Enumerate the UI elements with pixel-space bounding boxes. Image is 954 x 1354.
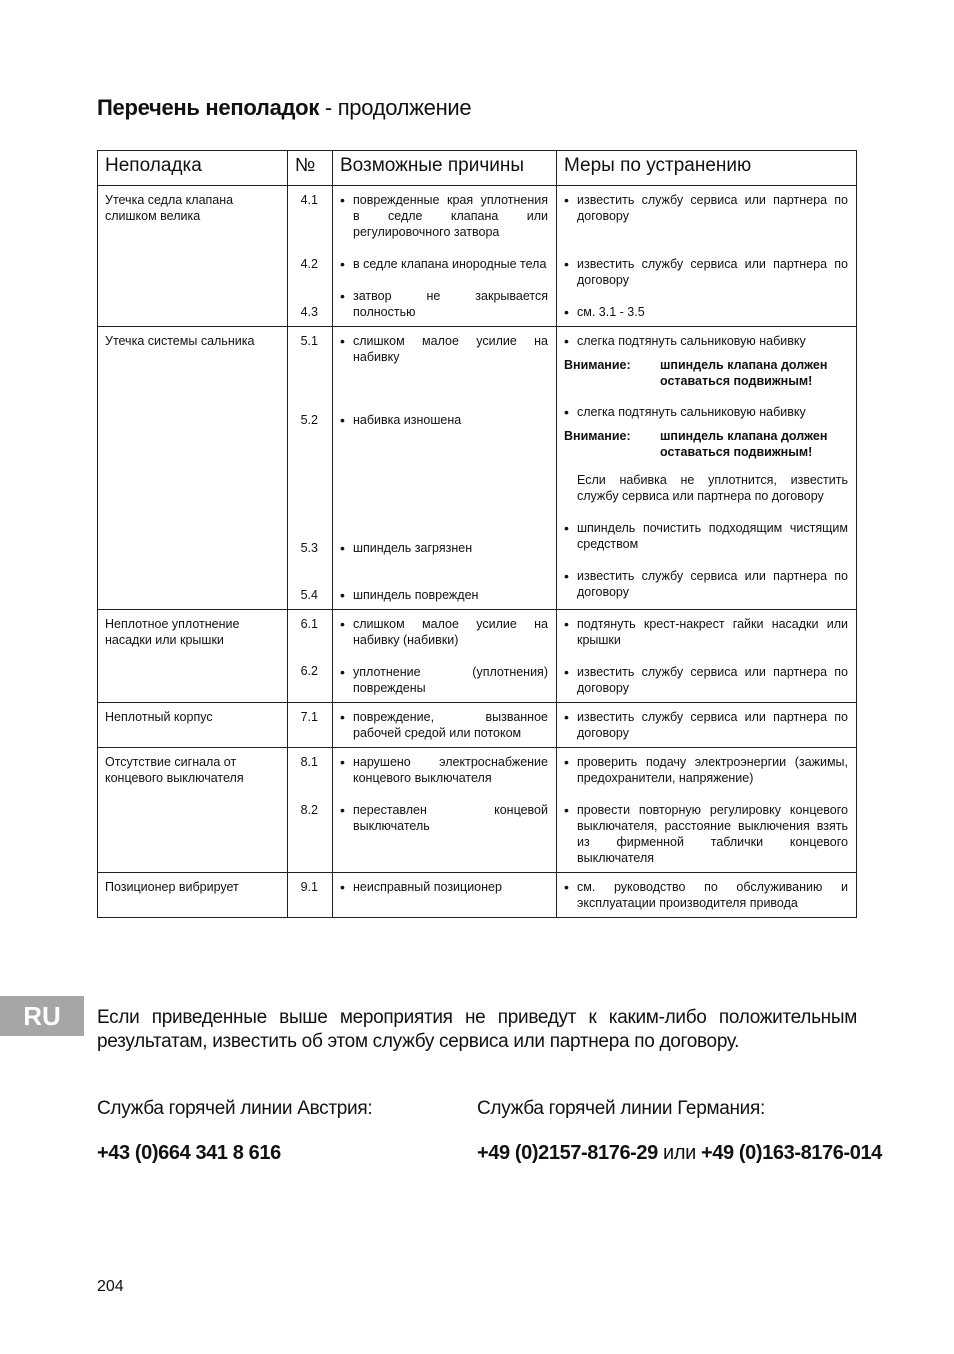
fault-cell: Отсутствие сигнала от концевого выключателя	[98, 748, 288, 873]
table-row	[98, 703, 857, 748]
title-bold: Перечень неполадок	[97, 95, 320, 120]
list-item: • известить службу сервиса или партнера по договору	[564, 192, 848, 224]
list-item: • слегка подтянуть сальниковую набивку	[564, 333, 848, 349]
language-badge: RU	[0, 996, 84, 1036]
hotline-austria-phone: +43 (0)664 341 8 616	[97, 1142, 281, 1164]
list-item: • известить службу сервиса или партнера по договору	[564, 709, 848, 741]
cause-cell	[333, 610, 557, 703]
list-item: • набивка изношена	[340, 412, 548, 428]
remedy-cell	[557, 186, 857, 327]
table-row	[98, 748, 857, 873]
header-number: №	[288, 151, 333, 186]
extra-note: Если набивка не уплотнится, известить службу сервиса или партнера по договору	[577, 473, 848, 503]
list-item: • подтянуть крест-накрест гайки насадки или крышки	[564, 616, 848, 648]
list-item: • шпиндель почистить подходящим чистящим средством	[564, 520, 848, 552]
list-item: • см. руководство по обслуживанию и эксплуатации производителя привода	[564, 879, 848, 911]
remedy-cell	[557, 327, 857, 610]
fault-cell: Неплотный корпус	[98, 703, 288, 748]
list-item: • затвор не закрывается полностью	[340, 288, 548, 320]
cause-cell	[333, 873, 557, 918]
page-title	[97, 95, 471, 121]
page-number: 204	[97, 1278, 124, 1295]
header-causes: Возможные причины	[333, 151, 557, 186]
header-remedies: Меры по устранению	[557, 151, 857, 186]
list-item: • уплотнение (уплотнения) повреждены	[340, 664, 548, 696]
table-row	[98, 610, 857, 703]
remedy-cell	[557, 703, 857, 748]
cause-cell	[333, 327, 557, 610]
number-cell: 4.1 4.2 4.3	[288, 186, 333, 327]
list-item: • проверить подачу электроэнергии (зажимы, предохранители, напряжение)	[564, 754, 848, 786]
table-row	[98, 327, 857, 610]
fault-cell: Утечка системы сальника	[98, 327, 288, 610]
hotline-germany-phones	[477, 1142, 882, 1165]
list-item: • известить службу сервиса или партнера по договору	[564, 664, 848, 696]
cause-cell	[333, 186, 557, 327]
fault-cell: Неплотное уплотнение насадки или крышки	[98, 610, 288, 703]
list-item: • поврежденные края уплотнения в седле клапана или регулировочного затвора	[340, 192, 548, 240]
warning-note: Внимание: шпиндель клапана должен оставаться подвижным!	[564, 358, 828, 388]
troubleshooting-table	[97, 150, 857, 918]
table-header-row	[98, 151, 857, 186]
number-cell: 5.1 5.2 5.3 5.4	[288, 327, 333, 610]
list-item: • шпиндель загрязнен	[340, 540, 548, 556]
list-item: • переставлен концевой выключатель	[340, 802, 548, 834]
number-cell: 6.1 6.2	[288, 610, 333, 703]
table-row	[98, 186, 857, 327]
cause-cell	[333, 703, 557, 748]
list-item: • слегка подтянуть сальниковую набивку	[564, 404, 848, 420]
title-rest: - продолжение	[319, 95, 472, 120]
number-cell: 7.1	[288, 703, 333, 748]
list-item: • неисправный позиционер	[340, 879, 548, 895]
list-item: • повреждение, вызванное рабочей средой или потоком	[340, 709, 548, 741]
number-cell: 8.1 8.2	[288, 748, 333, 873]
fault-cell: Утечка седла клапана слишком велика	[98, 186, 288, 327]
cause-cell	[333, 748, 557, 873]
list-item: • известить службу сервиса или партнера по договору	[564, 256, 848, 288]
hotline-germany-phone-1: +49 (0)2157-8176-29	[477, 1142, 658, 1164]
list-item: • слишком малое усилие на набивку (набивки)	[340, 616, 548, 648]
hotline-germany-label: Служба горячей линии Германия:	[477, 1098, 765, 1119]
list-item: • нарушено электроснабжение концевого выключателя	[340, 754, 548, 786]
header-fault: Неполадка	[98, 151, 288, 186]
fault-cell: Позиционер вибрирует	[98, 873, 288, 918]
list-item: • слишком малое усилие на набивку	[340, 333, 548, 365]
list-item: • известить службу сервиса или партнера по договору	[564, 568, 848, 600]
hotline-or: или	[657, 1142, 702, 1164]
remedy-cell	[557, 748, 857, 873]
hotline-germany-phone-2: +49 (0)163-8176-014	[701, 1142, 882, 1164]
hotline-austria-label: Служба горячей линии Австрия:	[97, 1098, 373, 1119]
service-note: Если приведенные выше мероприятия не приведут к каким-либо положительным результатам, известить об этом службу сервиса или партнера по договору.	[97, 1007, 857, 1052]
list-item: • в седле клапана инородные тела	[340, 256, 548, 272]
remedy-cell	[557, 873, 857, 918]
number-cell: 9.1	[288, 873, 333, 918]
table-row	[98, 873, 857, 918]
list-item: • см. 3.1 - 3.5	[564, 304, 848, 320]
warning-note: Внимание: шпиндель клапана должен оставаться подвижным!	[564, 429, 828, 459]
remedy-cell	[557, 610, 857, 703]
list-item: • провести повторную регулировку концевого выключателя, расстояние выключения взять из фирменной таблички концевого выключателя	[564, 802, 848, 866]
list-item: • шпиндель поврежден	[340, 587, 548, 603]
